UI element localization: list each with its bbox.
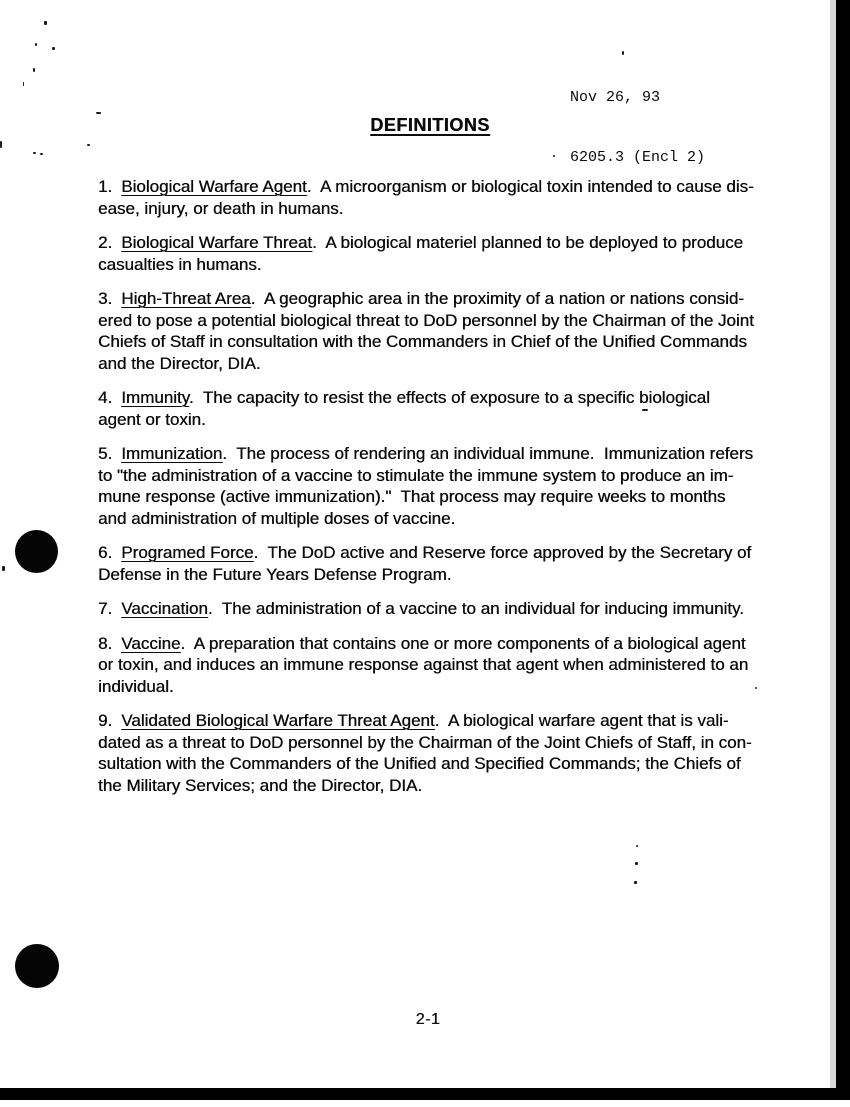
definition-number: 2. xyxy=(98,233,113,252)
definition-term: Programed Force xyxy=(121,543,254,562)
title-row xyxy=(0,115,850,136)
definition-number: 5. xyxy=(98,444,113,463)
definition-text: . The process of rendering an individual immune. Immunization refers xyxy=(222,444,754,463)
definition-line xyxy=(98,387,788,409)
definition-text: . A biological warfare agent that is vali- xyxy=(434,711,729,730)
definition-line xyxy=(98,288,788,310)
definition-line: casualties in humans. xyxy=(98,254,262,274)
definition-line xyxy=(98,176,788,198)
definition-item-2 xyxy=(98,232,788,275)
definition-text: . The administration of a vaccine to an individual for inducing immunity. xyxy=(207,599,744,618)
definition-line xyxy=(98,598,788,620)
scan-speckle xyxy=(35,43,37,46)
definition-line: individual. xyxy=(98,676,174,696)
definition-number: 7. xyxy=(98,599,113,618)
definition-text: . A geographic area in the proximity of a nation or nations consid- xyxy=(250,289,744,308)
definition-term: Validated Biological Warfare Threat Agent xyxy=(121,711,435,730)
definition-line: sultation with the Commanders of the Unified and Specified Commands; the Chiefs of xyxy=(98,754,741,773)
punch-hole-mark xyxy=(15,530,58,573)
definition-text: . The DoD active and Reserve force approved by the Secretary of xyxy=(253,543,752,562)
definition-text: . A microorganism or biological toxin intended to cause dis- xyxy=(306,177,754,196)
definition-number: 6. xyxy=(98,543,113,562)
scan-speckle xyxy=(0,141,2,148)
definition-item-3 xyxy=(98,288,788,374)
definition-line: to "the administration of a vaccine to stimulate the immune system to produce an im- xyxy=(98,465,734,485)
definition-item-1 xyxy=(98,176,788,219)
definition-line: ered to pose a potential biological threat to DoD personnel by the Chairman of the Joint xyxy=(98,310,754,330)
definition-term: Biological Warfare Threat xyxy=(121,233,313,252)
definition-line: and the Director, DIA. xyxy=(98,353,261,373)
definition-line: the Military Services; and the Director, DIA. xyxy=(98,775,423,795)
definition-number: 1. xyxy=(98,177,113,196)
definition-line: dated as a threat to DoD personnel by the Chairman of the Joint Chiefs of Staff, in con- xyxy=(98,732,752,752)
definition-term: Vaccination xyxy=(121,599,208,618)
definition-text: . A biological materiel planned to be deployed to produce xyxy=(312,233,744,252)
definitions-list xyxy=(98,176,788,809)
definition-item-8 xyxy=(98,633,788,698)
page-number: 2-1 xyxy=(415,1011,441,1028)
definition-text: . A preparation that contains one or more components of a biological agent xyxy=(180,633,746,653)
definition-line: or toxin, and induces an immune response against that agent when administered to an xyxy=(98,655,749,674)
definition-line xyxy=(98,633,788,655)
definition-line: Defense in the Future Years Defense Program. xyxy=(98,564,452,584)
definition-item-5 xyxy=(98,443,788,529)
scan-speckle xyxy=(96,112,101,114)
definition-line: ease, injury, or death in humans. xyxy=(98,198,344,218)
header-date: Nov 26, 93 xyxy=(570,89,661,106)
scan-speckle xyxy=(44,21,47,25)
definition-number: 8. xyxy=(98,633,113,653)
scan-speckle xyxy=(636,845,638,847)
scan-speckle xyxy=(553,155,555,157)
scan-speckle xyxy=(635,862,638,865)
definition-line xyxy=(98,232,788,254)
definition-line xyxy=(98,443,788,465)
page-title: DEFINITIONS xyxy=(370,115,490,135)
scan-speckle xyxy=(87,144,90,146)
scan-edge-bar-right xyxy=(836,0,850,1100)
definition-item-7 xyxy=(98,598,788,620)
definition-item-6 xyxy=(98,542,788,585)
definition-line xyxy=(98,542,788,564)
punch-hole-mark xyxy=(15,944,59,988)
definition-line: Chiefs of Staff in consultation with the Commanders in Chief of the Unified Commands xyxy=(98,332,747,351)
definition-line: mune response (active immunization)." That process may require weeks to months xyxy=(98,487,726,506)
definition-number: 9. xyxy=(98,711,113,730)
definition-number: 3. xyxy=(98,289,113,308)
definition-term: Immunity xyxy=(121,388,189,407)
definition-term: Immunization xyxy=(121,444,223,463)
definition-item-4 xyxy=(98,387,788,430)
definition-line: agent or toxin. xyxy=(98,409,206,429)
definition-term: Vaccine xyxy=(121,633,181,653)
scan-speckle xyxy=(33,68,35,72)
definition-term: High-Threat Area xyxy=(121,289,251,308)
scan-edge-bar-bottom xyxy=(0,1088,850,1100)
definition-text: . The capacity to resist the effects of exposure to a specific biological xyxy=(188,388,710,407)
page-number-row xyxy=(0,1011,850,1029)
scan-speckle xyxy=(40,153,43,155)
scan-speckle xyxy=(33,152,36,154)
scan-speckle xyxy=(23,82,24,86)
definition-term: Biological Warfare Agent xyxy=(121,177,307,196)
definition-line xyxy=(98,710,788,732)
header-doc-ref: 6205.3 (Encl 2) xyxy=(570,149,706,166)
scan-speckle xyxy=(52,47,55,50)
scan-speckle xyxy=(2,566,5,571)
definition-item-9 xyxy=(98,710,788,796)
definition-line: and administration of multiple doses of vaccine. xyxy=(98,508,456,528)
scan-speckle xyxy=(634,881,637,884)
definition-number: 4. xyxy=(98,388,113,407)
